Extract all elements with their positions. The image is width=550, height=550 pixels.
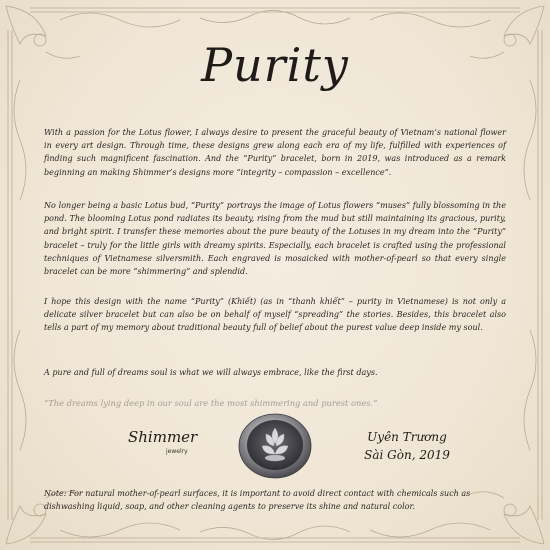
- signature: [352, 428, 462, 464]
- paragraph-hope: I hope this design with the name “Purity” (Khiết) (as in “thanh khiết” – purity in Vietnamese) is not only a delicate silver bracelet but can also be on behalf of myself “spreading” the stories. Besides, this bracelet also tells a part of my memory about traditional beauty full of belief about the purest value deep inside my soul.: [44, 297, 506, 333]
- care-note: Note: For natural mother-of-pearl surfaces, it is important to avoid direct contact with chemicals such as dishwashing liquid, soap, and other cleaning agents to preserve its shine and natural color.: [44, 489, 471, 511]
- signature-name: Uyên Trương: [367, 430, 447, 444]
- paragraph-lotus: No longer being a basic Lotus bud, “Purity” portrays the image of Lotus flowers “muses” fully blossoming in the pond. The blooming Lotus pond radiates its beauty, rising from the mud but still maintaining its gracious, purity, and bright spirit. I transfer these memories about the pure beauty of the Lotuses in my dream into the “Purity” bracelet – truly for the little girls with dreamy spirits. Especially, each bracelet is crafted using the professional techniques of Vietnamese silversmith. Each engraved is mosaicked with mother-of-pearl so that every single bracelet can be more “shimmering” and splendid.: [44, 201, 506, 277]
- lotus-bracelet-icon: [236, 410, 314, 480]
- brand-logo: [128, 428, 198, 462]
- paragraph-intro: With a passion for the Lotus flower, I always desire to present the graceful beauty of Vietnam’s national flower in every art design. Through time, these designs grew along each era of my life, fulfilled with experiences of finding such magnificent fascination. And the “Purity” bracelet, born in 2019, was introduced as a remark beginning an making Shimmer’s designs more “integrity – compassion – excellence”.: [44, 128, 506, 177]
- signature-place: Sài Gòn, 2019: [364, 448, 450, 462]
- brand-sub: jewelry: [166, 448, 188, 455]
- quote: “The dreams lying deep in our soul are the most shimmering and purest ones.”: [44, 398, 378, 408]
- paragraph-closing: A pure and full of dreams soul is what we will always embrace, like the first days.: [44, 368, 378, 377]
- brand-name: Shimmer: [128, 428, 198, 446]
- page-title: Purity: [201, 38, 349, 92]
